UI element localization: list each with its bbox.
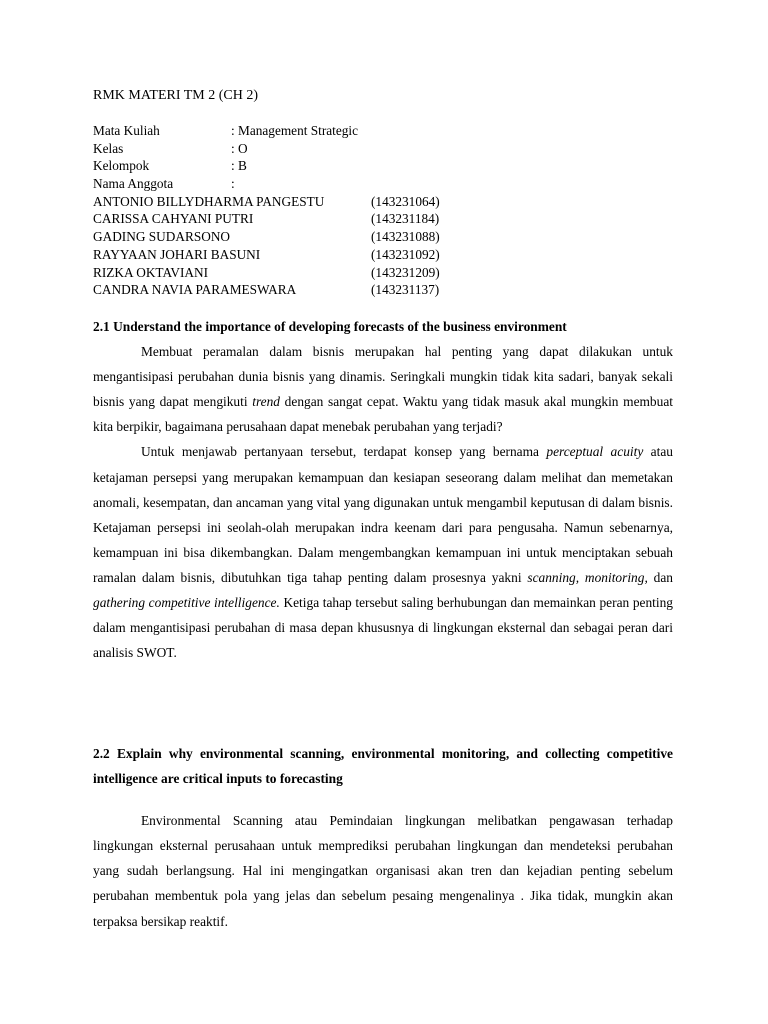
meta-row-course [93,122,440,140]
document-title: RMK MATERI TM 2 (CH 2) [93,88,259,103]
meta-label: Nama Anggota [93,176,174,192]
section-2-2 [93,741,673,934]
meta-label: Kelas [93,140,124,156]
paragraph-italic-text: perceptual acuity [546,444,644,460]
meta-row-group [93,157,440,175]
meta-value: : [231,176,235,192]
section-heading: 2.1 Understand the importance of developing forecasts of the business environment [93,319,567,334]
member-name: CANDRA NAVIA PARAMESWARA [93,282,297,298]
member-name: RAYYAAN JOHARI BASUNI [93,246,261,262]
meta-label: Mata Kuliah [93,123,160,138]
meta-row-members [93,175,440,193]
paragraph-text: dengan sangat cepat. Waktu yang tidak masuk akal mungkin membuat kita berpikir, bagaimana perusahaan dapat menebak perubahan yang terjadi? [93,394,673,435]
member-id: (143231064) [371,193,440,209]
member-name: ANTONIO BILLYDHARMA PANGESTU [93,193,325,209]
member-name: RIZKA OKTAVIANI [93,264,209,280]
paragraph-text: Ketiga tahap tersebut saling berhubungan dan memainkan peran penting dalam mengantisipasi perubahan di masa depan khususnya di lingkungan eksternal dan sebagai peran dari analisis SWOT. [93,595,673,661]
section-paragraph: Environmental Scanning atau Pemindaian lingkungan melibatkan pengawasan terhadap lingkungan eksternal perusahaan untuk memprediksi perubahan lingkungan dan mendeteksi perubahan yang sudah berlangsung. Hal ini mengingatkan organisasi akan tren dan kejadian penting sebelum perubahan membentuk pola yang jelas dan sebelum pesaing mengenalinya . Jika tidak, mungkin akan terpaksa bersikap reaktif. [93,813,673,929]
member-row [93,281,440,299]
member-row [93,228,440,246]
meta-value: : O [231,140,248,156]
section-paragraph [93,339,673,439]
section-paragraph [93,439,673,665]
paragraph-italic-text: scanning, monitoring, [527,569,648,585]
member-row [93,246,440,264]
section-2-1 [93,314,673,665]
section-heading: 2.2 Explain why environmental scanning, environmental monitoring, and collecting competitive intelligence are critical inputs to forecasting [93,746,673,787]
member-id: (143231209) [371,264,440,280]
paragraph-text: Untuk menjawab pertanyaan tersebut, terdapat konsep yang bernama [141,444,547,460]
paragraph-italic-text: trend [252,394,281,410]
paragraph-italic-text: gathering competitive intelligence. [93,595,280,611]
meta-row-class [93,140,440,158]
paragraph-text: atau ketajaman persepsi yang merupakan kemampuan dan kesiapan seseorang dalam melihat dan memetakan anomali, kesempatan, dan ancaman yang vital yang digunakan untuk mengambil keputusan di dalam bisnis. Ketajaman persepsi ini seolah-olah merupakan indra keenam dari para pengusaha. Namun sebenarnya, kemampuan ini bisa dikembangkan. Dalam mengembangkan kemampuan ini untuk menciptakan sebuah ramalan dalam bisnis, dibutuhkan tiga tahap penting dalam prosesnya yakni [93,444,673,585]
member-id: (143231184) [371,211,440,227]
member-id: (143231092) [371,246,440,262]
member-row [93,193,440,211]
member-id: (143231088) [371,229,440,245]
member-row [93,210,440,228]
member-row [93,264,440,282]
meta-value: : B [231,158,247,174]
paragraph-text: Membuat peramalan dalam bisnis merupakan hal penting yang dapat dilakukan untuk mengantisipasi perubahan dunia bisnis yang dinamis. Seringkali mungkin tidak kita sadari, banyak sekali bisnis yang dapat mengikuti [93,344,673,410]
paragraph-text: dan [647,569,673,585]
member-name: CARISSA CAHYANI PUTRI [93,211,254,227]
meta-value: : Management Strategic [231,123,359,138]
meta-label: Kelompok [93,158,150,174]
member-name: GADING SUDARSONO [93,229,231,245]
member-id: (143231137) [371,282,440,298]
group-info [93,122,440,299]
